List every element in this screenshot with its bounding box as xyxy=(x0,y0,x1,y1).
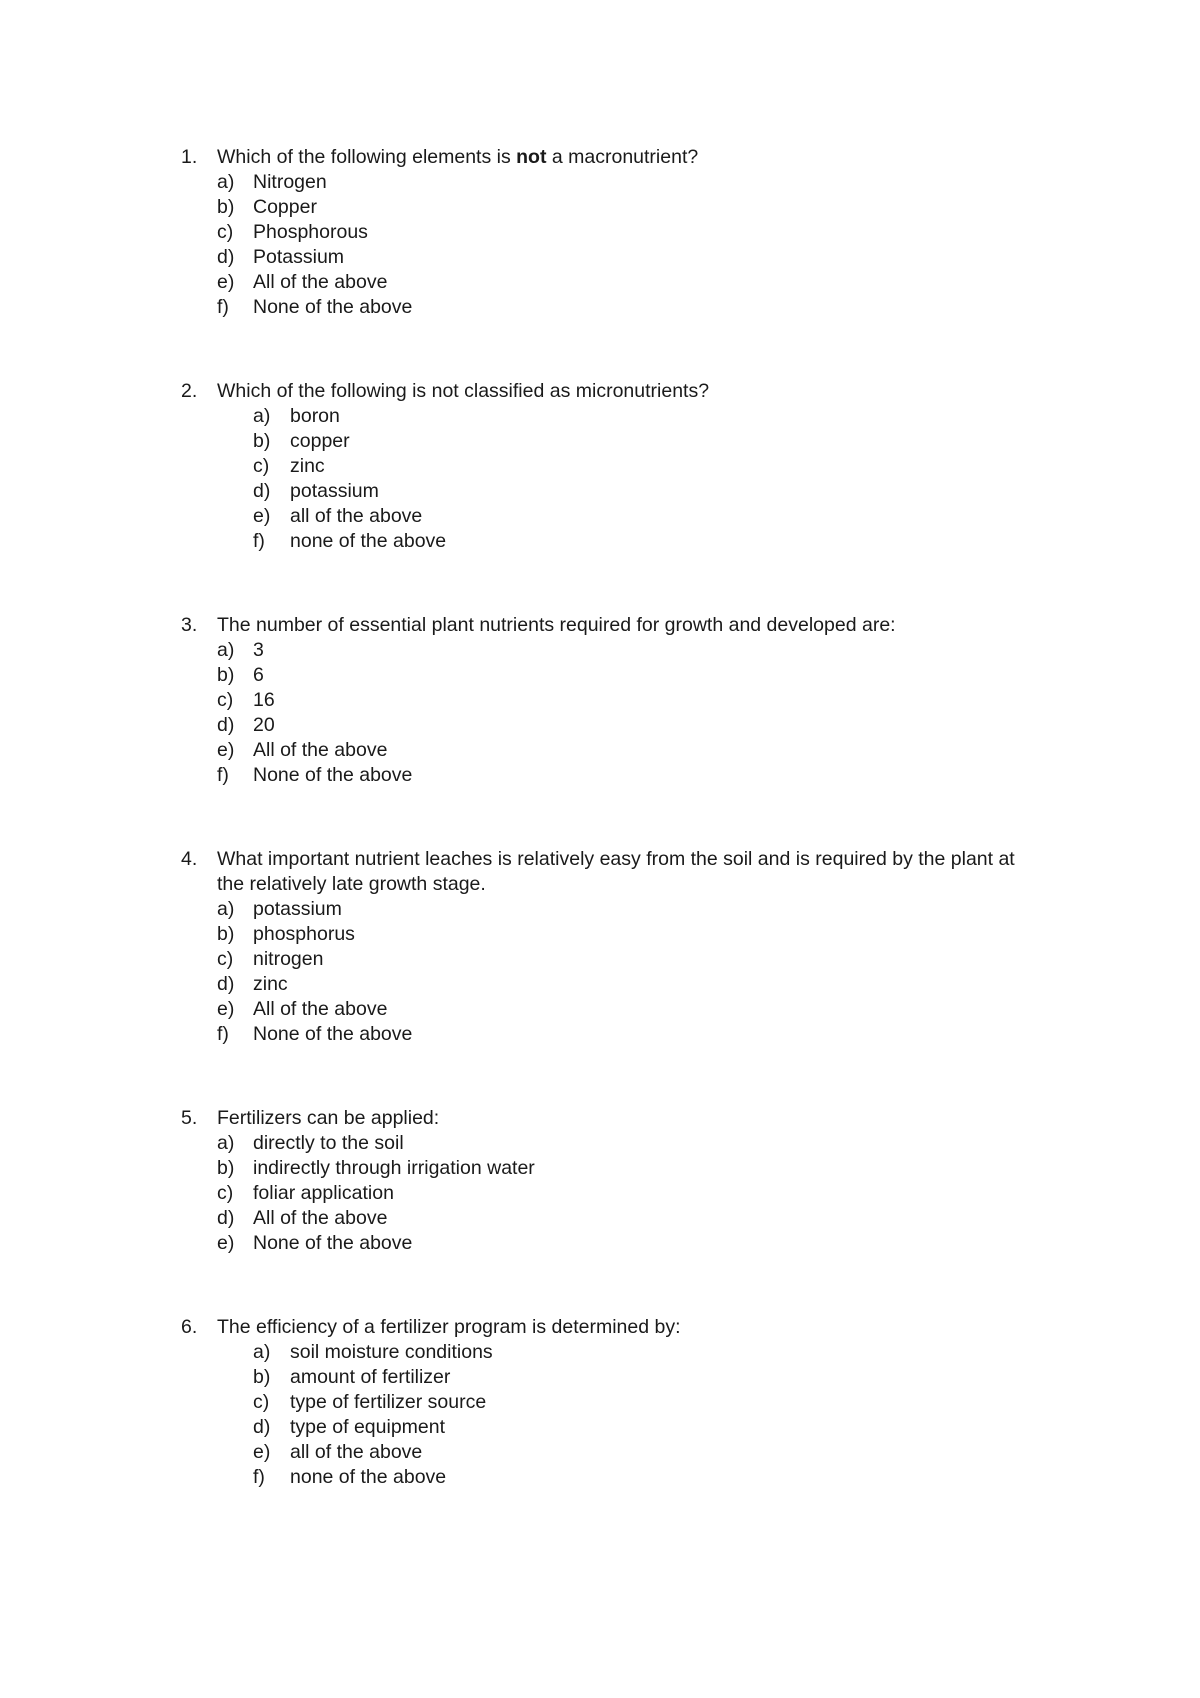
option-text: None of the above xyxy=(253,1023,413,1045)
question-number: 1. xyxy=(181,146,198,168)
option xyxy=(0,295,1200,320)
option xyxy=(0,1465,1200,1490)
question-text: Fertilizers can be applied: xyxy=(217,1107,440,1129)
question-3 xyxy=(0,613,1200,788)
option-letter: c) xyxy=(217,948,234,970)
option xyxy=(0,1156,1200,1181)
question-1 xyxy=(0,145,1200,320)
option xyxy=(0,1365,1200,1390)
option-text: All of the above xyxy=(253,739,388,761)
option-letter: f) xyxy=(253,530,265,552)
option xyxy=(0,270,1200,295)
option-letter: e) xyxy=(217,1232,235,1254)
option-text: 6 xyxy=(253,664,264,686)
option-text: Nitrogen xyxy=(253,171,327,193)
option-text: All of the above xyxy=(253,1207,388,1229)
option xyxy=(0,947,1200,972)
option-text: All of the above xyxy=(253,998,388,1020)
option-letter: e) xyxy=(217,271,235,293)
option-text: copper xyxy=(290,430,350,452)
question-text-continued: the relatively late growth stage. xyxy=(217,873,486,895)
question-text: Which of the following is not classified as micronutrients? xyxy=(217,380,710,402)
option xyxy=(0,1340,1200,1365)
option-text: Potassium xyxy=(253,246,345,268)
option xyxy=(0,1131,1200,1156)
option xyxy=(0,1390,1200,1415)
option-letter: d) xyxy=(253,480,271,502)
option-letter: f) xyxy=(217,764,229,786)
option-letter: c) xyxy=(253,1391,270,1413)
option-text: zinc xyxy=(290,455,325,477)
option xyxy=(0,972,1200,997)
option-letter: a) xyxy=(253,1341,271,1363)
option-letter: c) xyxy=(253,455,270,477)
question-number: 5. xyxy=(181,1107,198,1129)
option-letter: e) xyxy=(253,505,271,527)
option-letter: b) xyxy=(217,196,235,218)
option-letter: d) xyxy=(253,1416,271,1438)
option xyxy=(0,713,1200,738)
question-text: The number of essential plant nutrients required for growth and developed are: xyxy=(217,614,896,636)
option xyxy=(0,404,1200,429)
option-letter: b) xyxy=(217,664,235,686)
option xyxy=(0,897,1200,922)
option-letter: a) xyxy=(217,898,235,920)
option-letter: e) xyxy=(217,998,235,1020)
option xyxy=(0,922,1200,947)
question-text: What important nutrient leaches is relatively easy from the soil and is required by the plant at xyxy=(217,848,1015,870)
option-letter: f) xyxy=(217,1023,229,1045)
option-letter: d) xyxy=(217,1207,235,1229)
option xyxy=(0,663,1200,688)
option xyxy=(0,454,1200,479)
option-letter: a) xyxy=(253,405,271,427)
question-2 xyxy=(0,379,1200,554)
option-letter: c) xyxy=(217,1182,234,1204)
option-text: amount of fertilizer xyxy=(290,1366,451,1388)
option-text: Copper xyxy=(253,196,317,218)
option-text: Phosphorous xyxy=(253,221,368,243)
option-text: 3 xyxy=(253,639,264,661)
option xyxy=(0,1022,1200,1047)
question-6 xyxy=(0,1315,1200,1490)
option-letter: b) xyxy=(253,430,271,452)
option-text: type of equipment xyxy=(290,1416,446,1438)
question-text: The efficiency of a fertilizer program is determined by: xyxy=(217,1316,681,1338)
option-letter: e) xyxy=(253,1441,271,1463)
option-letter: c) xyxy=(217,221,234,243)
option xyxy=(0,504,1200,529)
option xyxy=(0,738,1200,763)
option xyxy=(0,638,1200,663)
option xyxy=(0,479,1200,504)
option-letter: e) xyxy=(217,739,235,761)
option-letter: c) xyxy=(217,689,234,711)
question-number: 3. xyxy=(181,614,198,636)
question-5 xyxy=(0,1106,1200,1256)
option xyxy=(0,997,1200,1022)
option xyxy=(0,1440,1200,1465)
option xyxy=(0,195,1200,220)
option-letter: f) xyxy=(253,1466,265,1488)
option-text: all of the above xyxy=(290,505,423,527)
option-text: indirectly through irrigation water xyxy=(253,1157,535,1179)
option-text: foliar application xyxy=(253,1182,394,1204)
option-text: type of fertilizer source xyxy=(290,1391,487,1413)
option-letter: b) xyxy=(253,1366,271,1388)
option-text: 20 xyxy=(253,714,275,736)
option xyxy=(0,1181,1200,1206)
emphasis-not: not xyxy=(516,146,547,168)
option-letter: d) xyxy=(217,973,235,995)
option xyxy=(0,688,1200,713)
option-text: None of the above xyxy=(253,1232,413,1254)
option-text: 16 xyxy=(253,689,275,711)
option-text: boron xyxy=(290,405,340,427)
option-text: directly to the soil xyxy=(253,1132,404,1154)
option xyxy=(0,763,1200,788)
option-text: nitrogen xyxy=(253,948,324,970)
option xyxy=(0,245,1200,270)
option-text: all of the above xyxy=(290,1441,423,1463)
option xyxy=(0,220,1200,245)
question-text: Which of the following elements is not a macronutrient? xyxy=(217,146,699,168)
option-letter: d) xyxy=(217,246,235,268)
option-text: None of the above xyxy=(253,764,413,786)
option-text: potassium xyxy=(253,898,342,920)
option xyxy=(0,1206,1200,1231)
option-text: soil moisture conditions xyxy=(290,1341,493,1363)
option-text: phosphorus xyxy=(253,923,355,945)
option-letter: a) xyxy=(217,639,235,661)
question-number: 4. xyxy=(181,848,198,870)
option-letter: b) xyxy=(217,923,235,945)
option-text: None of the above xyxy=(253,296,413,318)
question-number: 6. xyxy=(181,1316,198,1338)
option xyxy=(0,1415,1200,1440)
option xyxy=(0,429,1200,454)
option-text: zinc xyxy=(253,973,288,995)
question-number: 2. xyxy=(181,380,198,402)
option-text: none of the above xyxy=(290,530,447,552)
option-text: none of the above xyxy=(290,1466,447,1488)
option-text: potassium xyxy=(290,480,379,502)
option-letter: d) xyxy=(217,714,235,736)
option xyxy=(0,1231,1200,1256)
option-letter: f) xyxy=(217,296,229,318)
option-letter: b) xyxy=(217,1157,235,1179)
option xyxy=(0,529,1200,554)
option xyxy=(0,170,1200,195)
question-4 xyxy=(0,847,1200,1047)
option-text: All of the above xyxy=(253,271,388,293)
option-letter: a) xyxy=(217,171,235,193)
option-letter: a) xyxy=(217,1132,235,1154)
